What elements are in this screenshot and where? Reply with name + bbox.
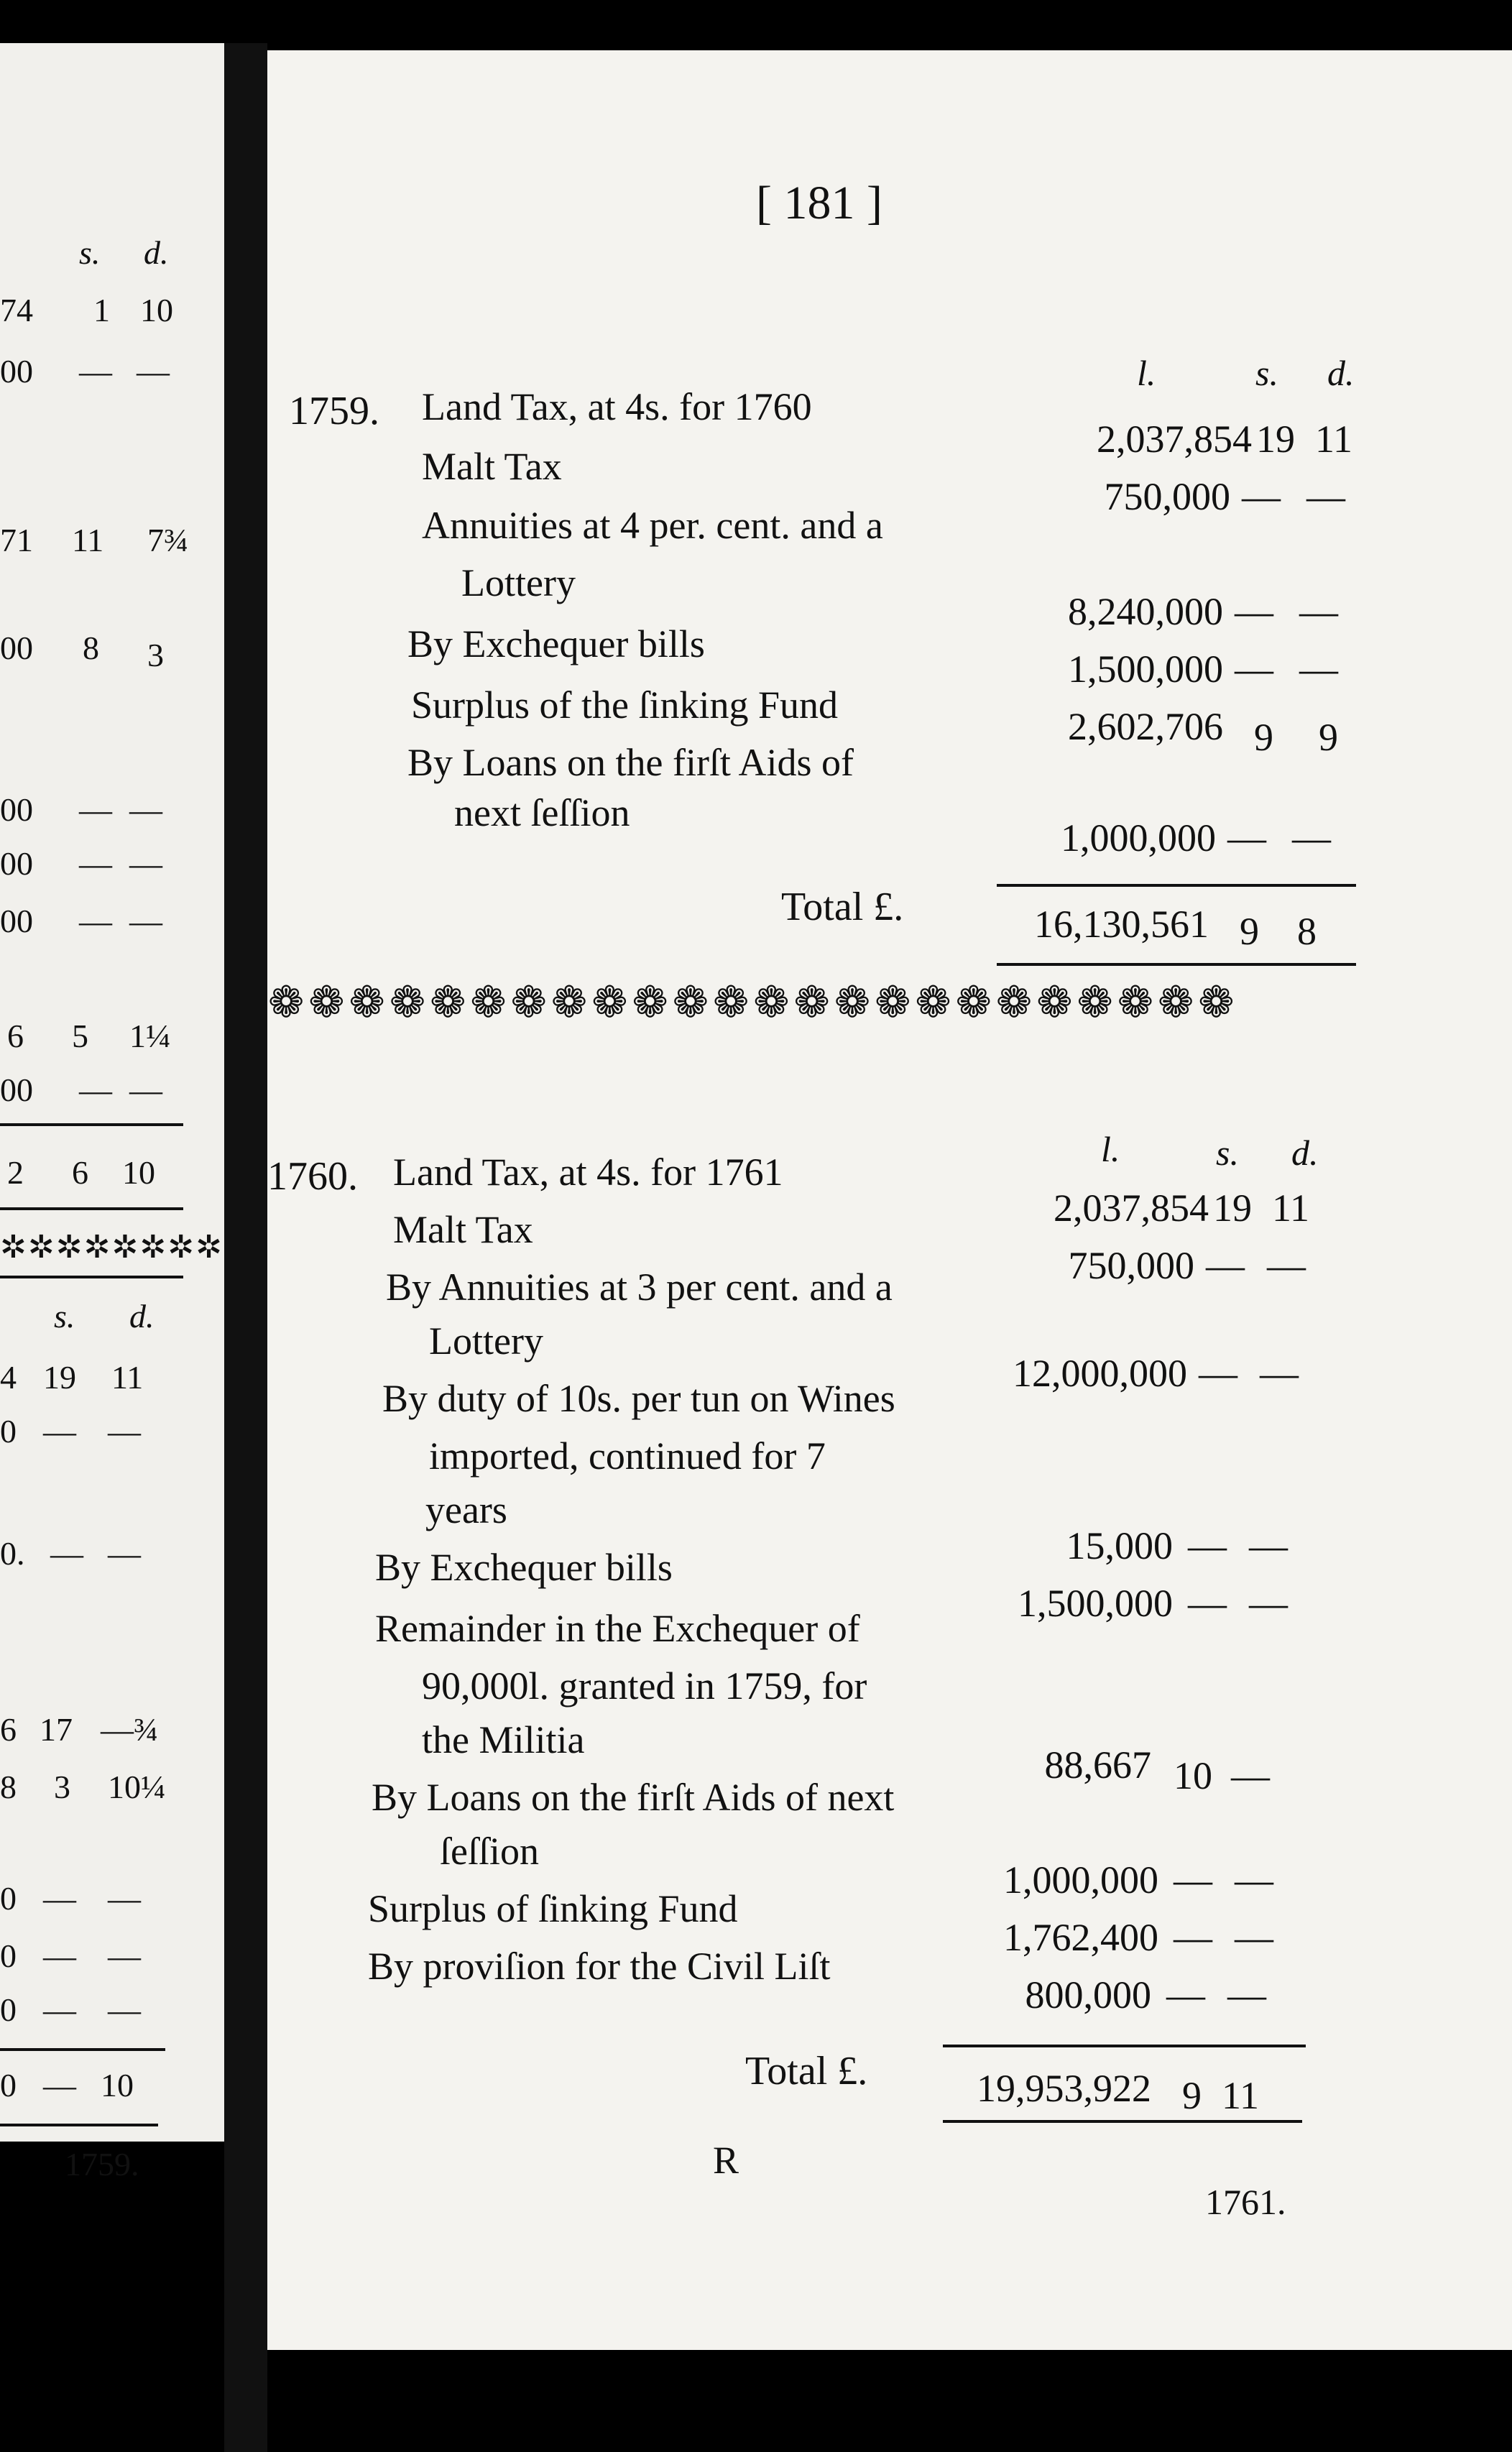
col-head-d: d. [129, 1298, 155, 1335]
cell: 6 [7, 1018, 24, 1054]
cell: 0 [0, 1413, 17, 1449]
total-label: Total £. [781, 885, 904, 929]
cell: 8 [0, 1769, 17, 1805]
cell: — [43, 1880, 76, 1917]
cell: — [108, 1937, 141, 1974]
cell: — [137, 353, 170, 390]
amount-s: — [1174, 1916, 1212, 1959]
cell: 0 [0, 1880, 17, 1917]
amount-l: 2,037,854 [1054, 1186, 1209, 1230]
cell: — [129, 845, 162, 882]
amount-d: — [1260, 1352, 1299, 1395]
rule [0, 1123, 183, 1126]
cell: — [79, 353, 112, 390]
sum-rule [943, 2120, 1302, 2123]
sum-rule [943, 2045, 1306, 2047]
catchword: 1759. [65, 2146, 139, 2183]
item-label: next ſeſſion [454, 791, 630, 834]
amount-l: 800,000 [1025, 1973, 1151, 2017]
cell: 00 [0, 903, 33, 939]
item-label: the Militia [422, 1718, 585, 1761]
cell: 10 [140, 292, 173, 328]
cell: — [79, 903, 112, 939]
cell: 00 [0, 1071, 33, 1108]
cell: 1 [93, 292, 110, 328]
amount-l: 2,037,854 [1097, 418, 1252, 461]
cell: — [108, 1535, 141, 1572]
amount-s: 19 [1213, 1186, 1252, 1230]
cell: 0 [0, 2067, 17, 2103]
book-gutter [224, 43, 267, 2452]
col-head-s: s. [1216, 1133, 1239, 1173]
cell: 00 [0, 791, 33, 828]
amount-s: — [1235, 590, 1273, 633]
amount-l: 12,000,000 [1013, 1352, 1187, 1395]
item-label: Land Tax, at 4s. for 1760 [422, 385, 812, 428]
amount-l: 88,667 [1044, 1743, 1151, 1787]
amount-s: — [1242, 475, 1281, 518]
year-label: 1760. [267, 1154, 358, 1199]
item-label: By Exchequer bills [407, 622, 705, 665]
col-head-d: d. [1327, 353, 1355, 393]
amount-d: — [1306, 475, 1345, 518]
amount-l: 1,000,000 [1003, 1858, 1158, 1902]
amount-s: — [1188, 1524, 1227, 1567]
rule [0, 2124, 158, 2126]
col-head-l: l. [1137, 353, 1156, 393]
item-label: Lottery [429, 1319, 543, 1363]
rule [0, 1207, 183, 1210]
cell: — [79, 1071, 112, 1108]
cell: 00 [0, 845, 33, 882]
amount-l: 750,000 [1104, 475, 1230, 518]
amount-s: 19 [1256, 418, 1295, 461]
col-head-d: d. [144, 234, 169, 271]
item-label: Annuities at 4 per. cent. and a [422, 504, 883, 547]
cell: 2 [7, 1154, 24, 1191]
item-label: Surplus of ſinking Fund [368, 1887, 738, 1930]
col-head-d: d. [1291, 1133, 1319, 1173]
previous-page-edge [0, 43, 224, 2183]
ornament-band: ✲✲✲✲✲✲✲✲ [0, 1230, 223, 1265]
cell: —¾ [101, 1711, 159, 1748]
cell: 00 [0, 353, 33, 390]
item-label: imported, continued for 7 [429, 1434, 826, 1478]
cell: 6 [72, 1154, 88, 1191]
item-label: By Loans on the firſt Aids of [407, 741, 854, 784]
amount-s: — [1235, 647, 1273, 691]
item-label: By Loans on the firſt Aids of next [372, 1776, 895, 1819]
cell: 74 [0, 292, 33, 328]
cell: — [129, 791, 162, 828]
cell: — [43, 1413, 76, 1449]
amount-l: 1,500,000 [1068, 647, 1223, 691]
cell: — [129, 1071, 162, 1108]
amount-s: — [1188, 1582, 1227, 1625]
cell: 0 [0, 1991, 17, 2028]
amount-l: 8,240,000 [1068, 590, 1223, 633]
amount-d: 11 [1315, 418, 1352, 461]
amount-l: 750,000 [1068, 1244, 1194, 1287]
total-s: 9 [1182, 2074, 1202, 2117]
amount-l: 1,500,000 [1018, 1582, 1173, 1625]
amount-s: — [1199, 1352, 1237, 1395]
amount-d: — [1299, 590, 1338, 633]
item-label: By Exchequer bills [375, 1546, 673, 1589]
item-label: years [425, 1488, 507, 1531]
year-label: 1759. [289, 389, 379, 433]
item-label: By proviſion for the Civil Liſt [368, 1945, 831, 1988]
amount-l: 1,762,400 [1003, 1916, 1158, 1959]
cell: 71 [0, 522, 33, 558]
cell: 11 [111, 1359, 144, 1396]
cell: 17 [40, 1711, 73, 1748]
sum-rule [997, 884, 1356, 887]
cell: 11 [72, 522, 104, 558]
item-label: Malt Tax [393, 1208, 533, 1251]
cell: — [50, 1535, 83, 1572]
sum-rule [997, 963, 1356, 966]
amount-s: — [1166, 1973, 1205, 2017]
amount-d: — [1235, 1858, 1273, 1902]
amount-s: 10 [1174, 1754, 1212, 1797]
cell: 0 [0, 1937, 17, 1974]
cell: 19 [43, 1359, 76, 1396]
cell: — [108, 1991, 141, 2028]
ledger-page [267, 50, 1512, 2350]
amount-l: 1,000,000 [1061, 816, 1216, 859]
cell: — [43, 1937, 76, 1974]
cell: 6 [0, 1711, 17, 1748]
total-d: 11 [1222, 2074, 1259, 2117]
item-label: Surplus of the ſinking Fund [411, 683, 839, 727]
cell: 1¼ [129, 1018, 171, 1054]
cell: — [43, 2067, 76, 2103]
amount-s: — [1227, 816, 1266, 859]
amount-l: 2,602,706 [1068, 705, 1223, 748]
cell: 8 [83, 630, 99, 666]
item-label: Land Tax, at 4s. for 1761 [393, 1151, 783, 1194]
item-label: By duty of 10s. per tun on Wines [382, 1377, 895, 1420]
amount-d: — [1299, 647, 1338, 691]
cell: 3 [147, 637, 164, 673]
total-l: 16,130,561 [1034, 903, 1209, 946]
cell: — [108, 1880, 141, 1917]
col-head-s: s. [79, 234, 101, 271]
amount-s: 9 [1254, 716, 1273, 759]
total-l: 19,953,922 [977, 2067, 1151, 2110]
amount-d: — [1235, 1916, 1273, 1959]
cell: 0. [0, 1535, 25, 1572]
cell: — [79, 791, 112, 828]
amount-d: — [1227, 1973, 1266, 2017]
amount-s: — [1174, 1858, 1212, 1902]
cell: 4 [0, 1359, 17, 1396]
cell: — [79, 845, 112, 882]
amount-s: — [1206, 1244, 1245, 1287]
col-head-s: s. [1255, 353, 1278, 393]
item-label: 90,000l. granted in 1759, for [422, 1664, 867, 1707]
total-d: 8 [1297, 910, 1317, 953]
cell: 10 [122, 1154, 155, 1191]
amount-d: — [1249, 1524, 1288, 1567]
page-number: [ 181 ] [756, 177, 882, 229]
amount-d: — [1267, 1244, 1306, 1287]
item-label: Lottery [461, 561, 576, 604]
item-label: ſeſſion [440, 1830, 539, 1873]
rule [0, 1276, 183, 1278]
cell: 00 [0, 630, 33, 666]
signature-mark: R [713, 2139, 739, 2182]
cell: — [108, 1413, 141, 1449]
item-label: By Annuities at 3 per cent. and a [386, 1266, 893, 1309]
amount-d: 9 [1319, 716, 1338, 759]
amount-d: — [1249, 1582, 1288, 1625]
rule [0, 2048, 165, 2051]
total-s: 9 [1240, 910, 1259, 953]
cell: 7¾ [147, 522, 189, 558]
total-label: Total £. [745, 2049, 868, 2093]
cell: 3 [54, 1769, 70, 1805]
col-head-s: s. [54, 1298, 75, 1335]
cell: 10¼ [108, 1769, 166, 1805]
amount-d: — [1231, 1754, 1270, 1797]
catchword: 1761. [1205, 2182, 1286, 2222]
amount-d: — [1292, 816, 1331, 859]
item-label: Remainder in the Exchequer of [375, 1607, 860, 1650]
amount-l: 15,000 [1066, 1524, 1173, 1567]
amount-d: 11 [1272, 1186, 1309, 1230]
col-head-l: l. [1101, 1129, 1120, 1169]
cell: — [43, 1991, 76, 2028]
cell: 10 [101, 2067, 134, 2103]
cell: 5 [72, 1018, 88, 1054]
item-label: Malt Tax [422, 445, 562, 488]
cell: — [129, 903, 162, 939]
ornamental-divider: ❁❁❁❁❁❁❁❁❁❁❁❁❁❁❁❁❁❁❁❁❁❁❁❁ [268, 979, 1239, 1026]
